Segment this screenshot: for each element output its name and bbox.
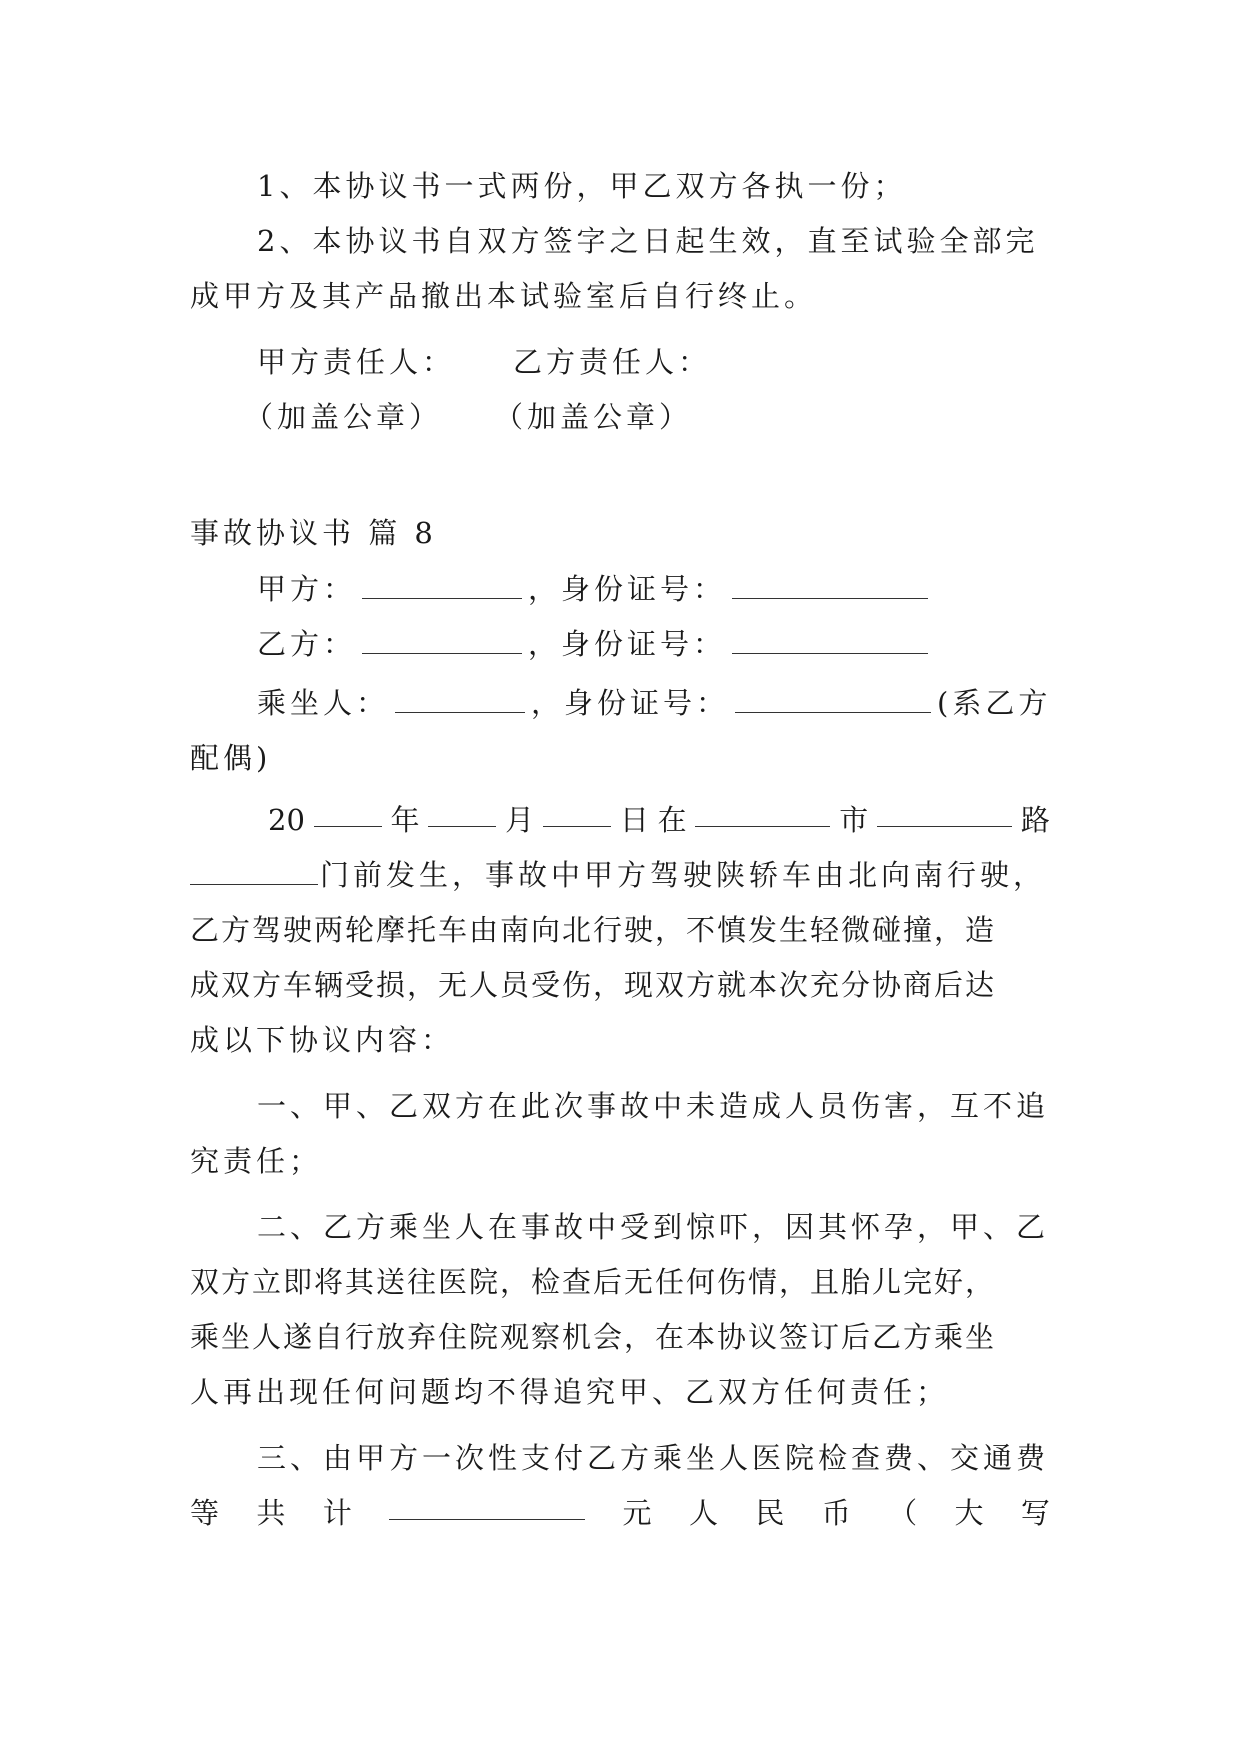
clause-2-line-2: 成甲方及其产品撤出本试验室后自行终止。 (190, 279, 818, 313)
item-3-char: 共 (256, 1496, 286, 1530)
party-b-label: 乙方： (257, 627, 357, 661)
item-3-char: （ (888, 1496, 918, 1530)
passenger-id-label: ，身份证号： (531, 686, 730, 720)
year-label: 年 (390, 803, 420, 837)
accident-line-4: 成双方车辆受损，无人员受伤，现双方就本次充分协商后达 (190, 968, 997, 1002)
at-label: 在 (657, 803, 687, 837)
item-3-char: 写 (1020, 1496, 1050, 1530)
party-a-name-blank (362, 572, 522, 599)
clause-2-line-1: 2、本协议书自双方签字之日起生效，直至试验全部完 (257, 224, 1039, 258)
party-a-seal-note: （加盖公章） (244, 400, 443, 434)
party-b-row (257, 624, 1117, 664)
party-b-signatory-label: 乙方责任人： (513, 345, 712, 379)
accident-line-2-text: 门前发生，事故中甲方驾驶陕轿车由北向南行驶， (320, 858, 1047, 892)
item-3-char: 人 (688, 1496, 718, 1530)
item-2-line-3: 乘坐人遂自行放弃住院观察机会，在本协议签订后乙方乘坐 (190, 1320, 997, 1354)
party-a-id-label: ，身份证号： (528, 572, 727, 606)
party-a-label: 甲方： (257, 572, 357, 606)
month-label: 月 (505, 803, 535, 837)
spouse-note-cont: 配偶) (190, 741, 272, 775)
item-3-char: 币 (821, 1496, 851, 1530)
amount-blank (389, 1493, 585, 1520)
city-label: 市 (839, 803, 869, 837)
item-3-char: 大 (954, 1496, 984, 1530)
item-1-line-2: 究责任； (190, 1144, 323, 1178)
accident-line-5: 成以下协议内容： (190, 1023, 455, 1057)
section-title: 事故协议书 篇 8 (190, 516, 437, 550)
signatories-row (257, 342, 1117, 382)
city-blank (695, 800, 830, 827)
date-prefix: 20 (268, 803, 305, 837)
item-1-line-1: 一、甲、乙双方在此次事故中未造成人员伤害，互不追 (257, 1089, 1050, 1123)
party-b-seal-note: （加盖公章） (494, 400, 693, 434)
passenger-id-blank (735, 686, 931, 713)
passenger-label: 乘坐人： (257, 686, 390, 720)
day-label: 日 (619, 803, 649, 837)
item-3-line-2 (190, 1493, 1050, 1533)
passenger-name-blank (395, 686, 525, 713)
year-blank (314, 800, 382, 827)
item-3-char: 计 (322, 1496, 352, 1530)
item-2-line-1: 二、乙方乘坐人在事故中受到惊吓，因其怀孕，甲、乙 (257, 1210, 1050, 1244)
party-a-signatory-label: 甲方责任人： (257, 345, 456, 379)
item-2-line-2: 双方立即将其送往医院，检查后无任何伤情，且胎儿完好， (190, 1265, 997, 1299)
spouse-note: (系乙方 (937, 686, 1052, 720)
accident-line-3: 乙方驾驶两轮摩托车由南向北行驶，不慎发生轻微碰撞，造 (190, 913, 997, 947)
item-3-line-1: 三、由甲方一次性支付乙方乘坐人医院检查费、交通费 (257, 1441, 1050, 1475)
item-3-char: 元 (622, 1496, 652, 1530)
party-a-id-blank (732, 572, 928, 599)
item-3-char: 民 (755, 1496, 785, 1530)
party-b-name-blank (362, 627, 522, 654)
party-b-id-label: ，身份证号： (528, 627, 727, 661)
accident-line-2 (190, 855, 1050, 895)
item-2-line-4: 人再出现任何问题均不得追究甲、乙双方任何责任； (190, 1375, 950, 1409)
clause-1: 1、本协议书一式两份，甲乙双方各执一份； (257, 169, 907, 203)
date-place-row (268, 800, 1050, 840)
day-blank (543, 800, 611, 827)
seal-row (244, 397, 1104, 437)
party-b-id-blank (732, 627, 928, 654)
road-label: 路 (1020, 803, 1050, 837)
address-blank (190, 858, 318, 885)
passenger-row (257, 683, 1117, 723)
month-blank (428, 800, 496, 827)
item-3-char: 等 (190, 1496, 220, 1530)
party-a-row (257, 569, 1117, 609)
road-blank (877, 800, 1012, 827)
